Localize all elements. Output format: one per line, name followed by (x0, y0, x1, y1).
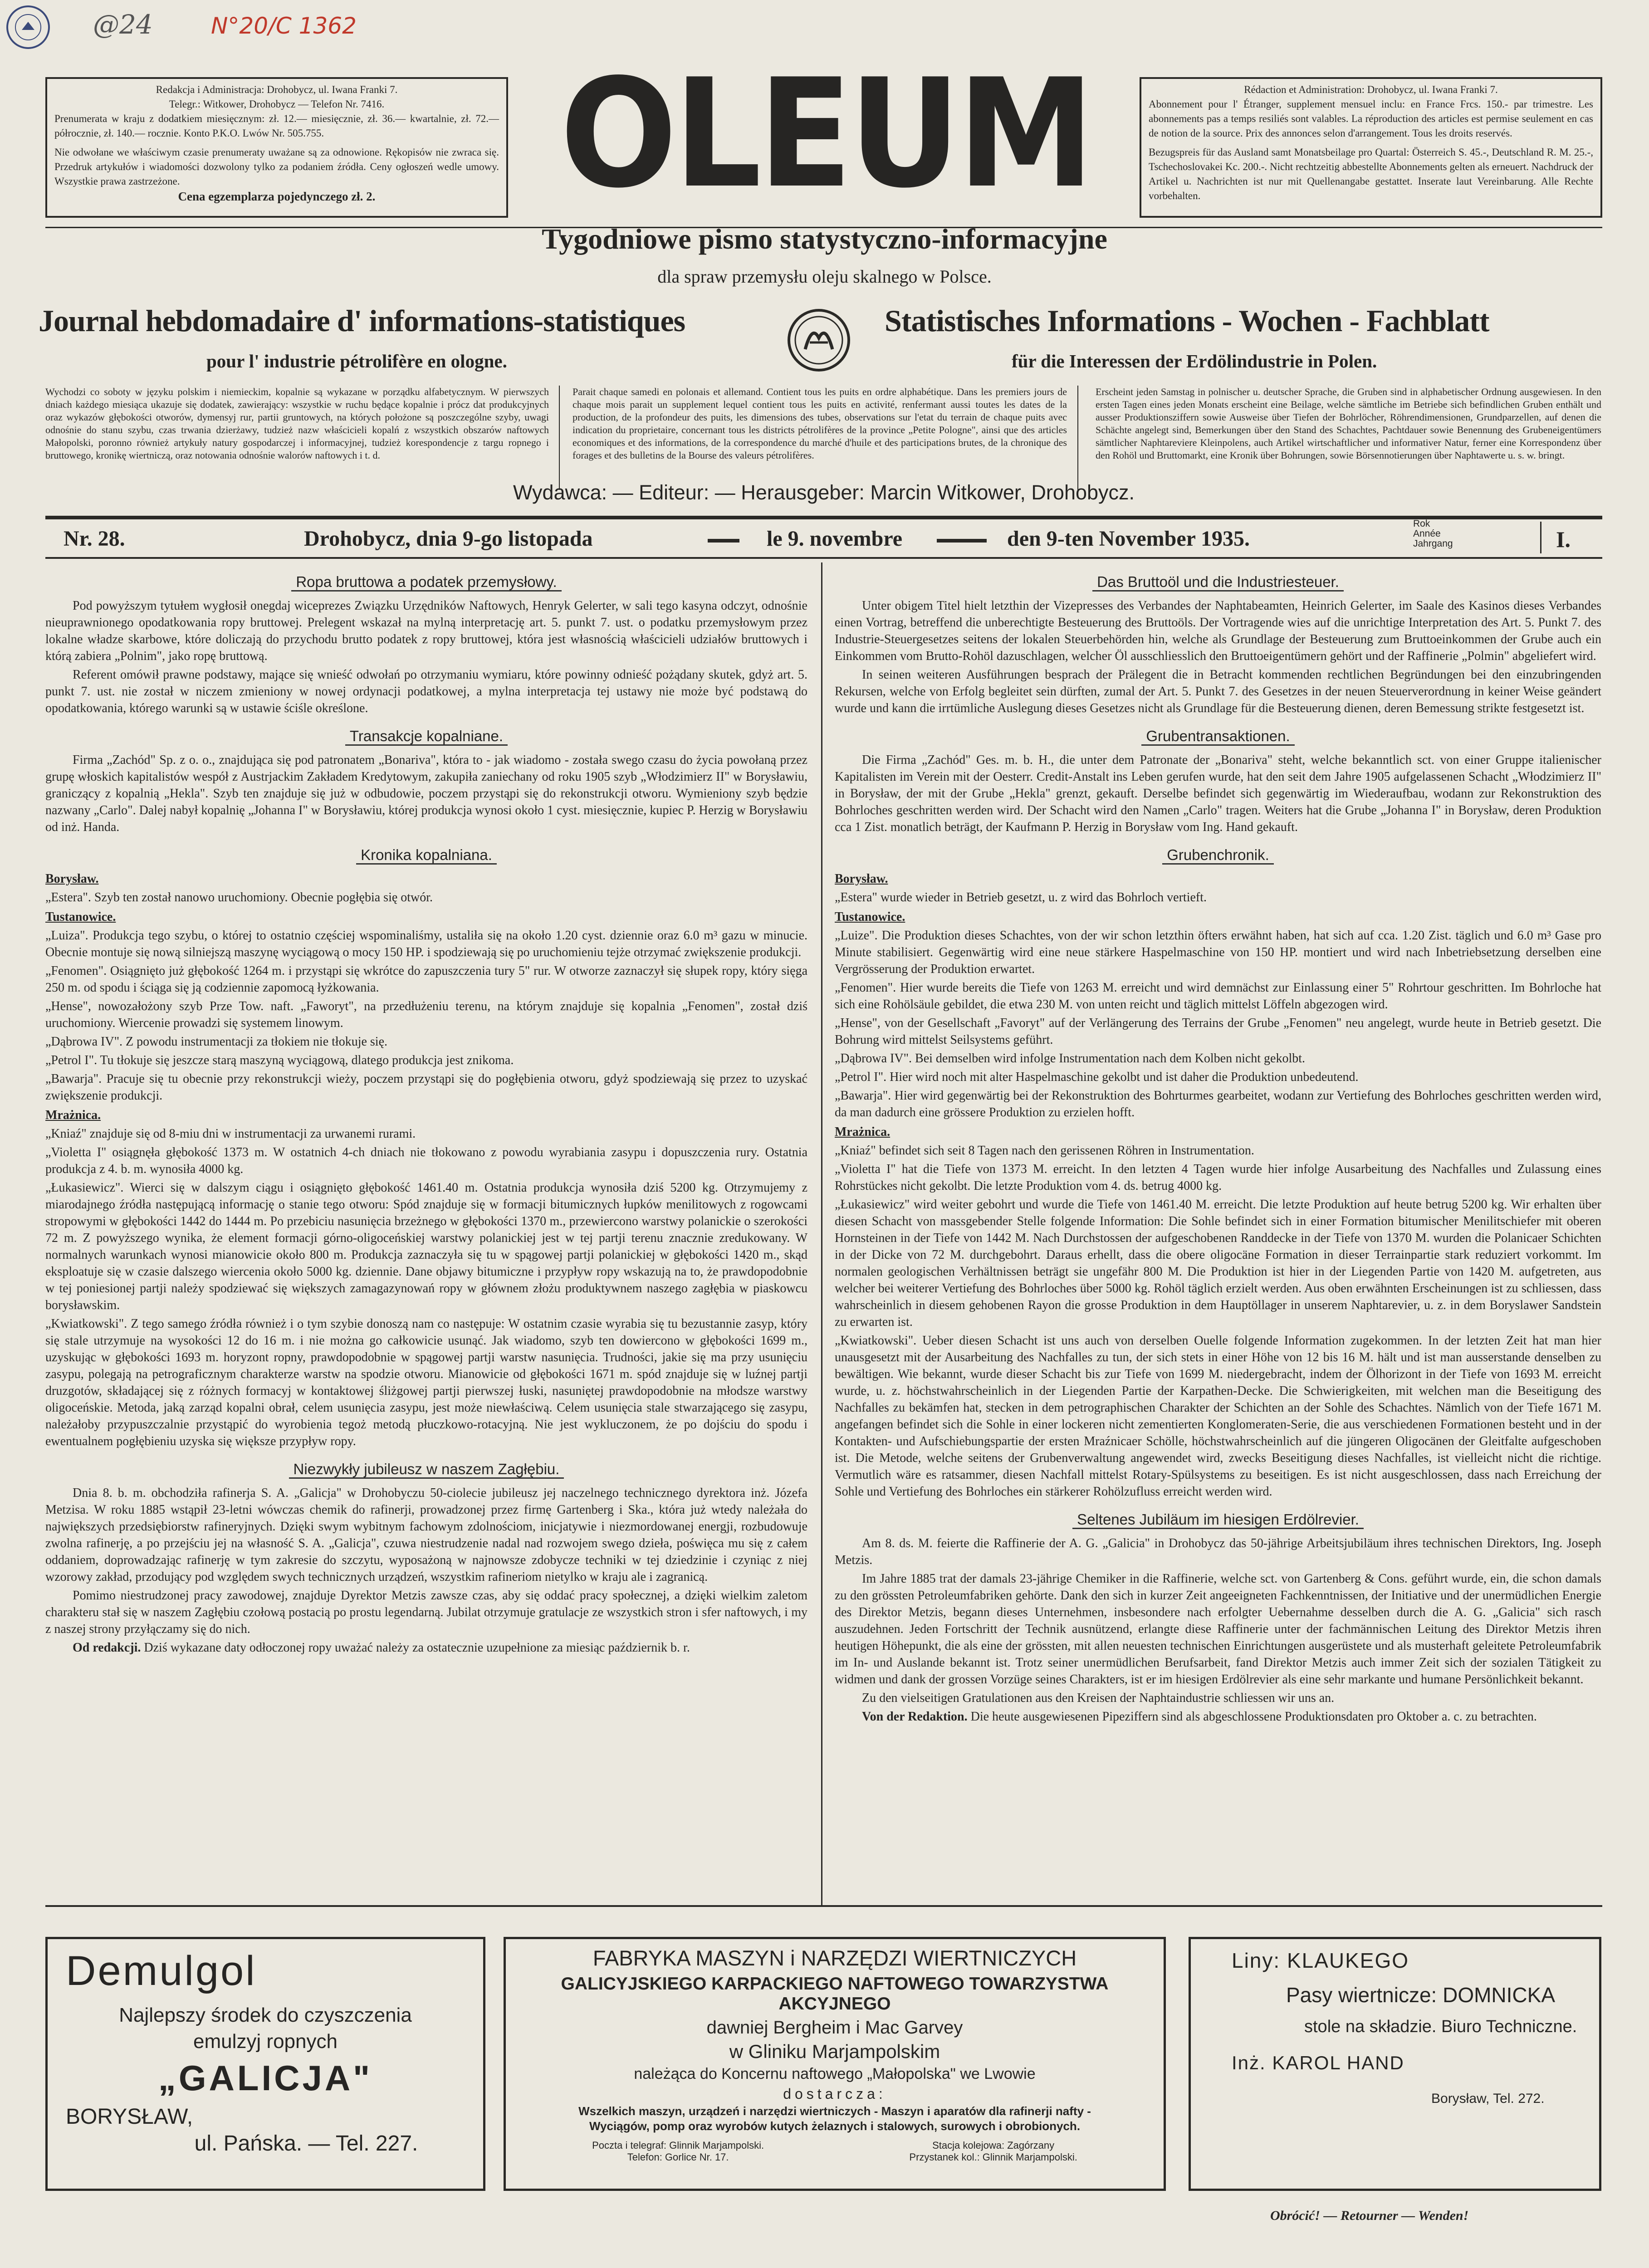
location-heading: Borysław. (835, 872, 888, 886)
paragraph: Die Firma „Zachód" Ges. m. b. H., die unter dem Patronate der „Bonariva" steht, welche bekanntlich sct. von einer Gruppe italienischer Kapitalisten im Verein mit der Oesterr. Credit-Anstalt ins Leben gerufen wurde, hat den seit dem Jahre 1905 aufgelassenen Schacht „Włodzimierz II" in Borysław, der mit der Grube „Hekla" grenzt, gekauft. Derselbe befindet sich gegenwärtig im Wiederaufbau, wodann zur Rekonstruktion des Bohrloches geschritten werden wird. Der Schacht wird den Namen „Carlo" tragen. Weiters hat die Grube „Johanna I" in Borysław, deren Produktion cca 1 Zist. monatlich beträgt, der Kaufmann P. Herzig in Borysław vom Ing. Hand gekauft. (835, 753, 1601, 834)
mine-entry: „Kniaź" befindet sich seit 8 Tagen nach den gerissenen Röhren in Instrumentation. (835, 1144, 1254, 1158)
year-divider (1540, 522, 1541, 553)
paragraph: Referent omówił prawne podstawy, mające się wnieść odwołań po otrzymaniu wymiaru, które powinny odnieść pożądany skutek, gdyż art. 5. punkt 7. ust. nie został w niczem zmieniony w nowej ordynacji podatkowej, a mylna interpretacja tej ustawy nie może być podstawą do opodatkowania, którego warunki są w ustawie ściśle określone. (45, 668, 807, 715)
mine-entry: „Dąbrowa IV". Z powodu instrumentacji za tłokiem nie tłokuje się. (45, 1035, 388, 1049)
mine-entry: „Hense", nowozałożony szyb Prze Tow. naft. „Faworyt", na przedłużeniu terenu, na którym znajduje się kopalnia „Fenomen", został dziś uruchomiony. Wiercenie prowadzi się systemem linowym. (45, 999, 807, 1030)
ad-demulgol-line1: Najlepszy środek do czyszczenia (119, 2004, 412, 2026)
title-fr-2: pour l' industrie pétrolifère en ologne. (206, 351, 507, 371)
intro-pl: Wychodzi co soboty w języku polskim i niemieckim, kopalnie są wykazane w porządku alfabetycznym. W pierwszych dniach każdego miesiąca ukazuje się dodatek, zawierający: wszystkie w ruchu będące kopalnie i prócz dat produkcyjnych oraz wykazów głębokości otworów, dymensyj rur, partii gruntowych, na których położone są poszczególne szyby, uwagi odnośnie do stanu szybu, czas trwania dzierżawy, tudzież nazw właścicieli kopalń z wszystkich obszarów naftowych Małopolski, poronno również artykuły natury gospodarczej i informacyjnej, tudzież korespondencje z targu ropnego i bruttowego, kronikę wiertniczą, oraz notowania odnośnie walorów naftowych i t. d. (45, 386, 549, 461)
heading-jubileusz (45, 1461, 807, 1477)
pl-telegraph: Telegr.: Witkower, Drohobycz — Telefon Nr. 7416. (169, 98, 385, 110)
editorial-label: Von der Redaktion. (862, 1710, 968, 1724)
year-label-de: Jahrgang (1413, 538, 1453, 549)
mine-entry: „Łukasiewicz" wird weiter gebohrt und wurde die Tiefe von 1461.40 M. erreicht. Die letzte Produktion auf heute betrug 5200 kg. Wir erhalten über diesen Schacht von massgebender Stelle folgende Information: Die Sohle befindet sich in einer Formation bitumischer Menilitschiefer mit oberen Hornsteinen in der Tiefe von 1442 M. Nach Durchstossen der aufgeschobenen Randdecke in der Tiefe von 1370 M. wurden die Polanicaer Schichten in der Dicke von 72 M. durchgebohrt. Daraus erhellt, dass die obere oligocäne Formation in dieser Terrainpartie stark reduziert vorkommt. Im normalen geologischen Verhältnissen beträgt sie ungefähr 800 M. Die Produktion ist hier in der Liegenden Partie von 1420 M. aufgetreten, aus welcher bei weiterer Vertiefung des Bohrloches über 5000 kg. Rohöl täglich erzielt werden. Aus oben erwähnten Erscheinungen ist zu schliessen, dass wahrscheinlich in diesem gehobenen Rayon die grosse Produktion in dem Hauptöllager in unserem Naphtarevier, u. z. in dem Boryslawer Sandstein zu erwarten ist. (835, 1198, 1601, 1329)
polish-info-box (45, 77, 508, 218)
year-label-fr: Année (1413, 528, 1441, 539)
footer-turn-over: Obrócić! — Retourner — Wenden! (1270, 2208, 1469, 2223)
heading-grubentransaktionen-text: Grubentransaktionen. (1141, 728, 1294, 746)
mine-entry: „Kwiatkowski". Z tego samego źródła również i o tym szybie donoszą nam co następuje: W ostatnim czasie wyrabia się tu bezustannie zasyp, który się stale utrzymuje na wysokości 12 do 16 m. i nie można go całkowicie usunąć. Jak wiadomo, szyb ten dowiercono w głębokości 1699 m., uzyskując w głębokości 1693 m. horyzont ropny, prawdopodobnie w spągowej partji warstw nasunięcia. Trudności, jakie się ma przy usunięciu zasypu, polegają na petrograficznym charakterze warstw na spodzie otworu. Mianowicie od głębokości 1671 m. spód znajduje się w luźnej partji druzgotów, składającej się z różnych formacyj w kontaktowej śliżgowej partji pierwszej łuski, nasuniętej prawdopodobnie na młodsze warstwy oligoceńskie. Metoda, jaką zarząd kopalni obrał, celem usunięcia zasypu, jest może niewłaściwą. Celem usunięcia stale stwarzającego się zasypu, należałoby przypuszczalnie przystąpić do wyrobienia tegoż metodą płuczkowo-rotacyjną. Nie jest wykluczonem, że po dojściu do spodu i ewentualnem pogłębieniu uzyska się większe przypływ ropy. (45, 1317, 807, 1448)
ad-fabryka-line8: Wyciągów, pomp oraz wyrobów kutych żelaznych i stalowych, surowych i obrobionych. (589, 2119, 1081, 2133)
right-column (835, 562, 1601, 1727)
ad-demulgol (45, 1937, 485, 2191)
heading-jubilaeum-text: Seltenes Jubiläum im hiesigen Erdölrevier. (1072, 1511, 1364, 1529)
mine-entry: „Dąbrowa IV". Bei demselben wird infolge Instrumentation nach dem Kolben nicht gekolbt. (835, 1051, 1306, 1066)
heading-grubenchronik (835, 846, 1601, 863)
oleum-emblem-icon (785, 306, 853, 374)
editorial-note (835, 1708, 1601, 1725)
mine-entry: „Fenomen". Osiągnięto już głębokość 1264 m. i przystąpi się wkrótce do zapuszczenia tury 5" rur. W otworze zaznaczył się słupek ropy, który sięga 250 m. od spodu i ściąga się ją codziennie zapomocą łyżkowania. (45, 964, 807, 995)
location-heading: Mrażnica. (835, 1125, 891, 1139)
intro-divider-2 (1077, 386, 1078, 490)
location-heading: Tustanowice. (45, 910, 116, 924)
issue-bar-bottom-rule (45, 557, 1602, 559)
year-label-pl: Rok (1413, 518, 1430, 529)
mine-entry: „Violetta I" hat die Tiefe von 1373 M. erreicht. In den letzten 4 Tagen wurde hier infolge Ausarbeitung des Nachfalles und Zulassung eines Rohrstückes nicht gekolbt. Die letzte Produktion vom 4. ds. betrug 4000 kg. (835, 1162, 1601, 1193)
column-divider (821, 562, 822, 1905)
ad-fabryka-line4: w Gliniku Marjampolskim (729, 2041, 940, 2062)
mine-entry: „Hense", von der Gesellschaft „Favoryt" auf der Verlängerung des Terrains der Grube „Fenomen" neu angelegt, wurde heute in Betrieb gesetzt. Die Bohrung wird mittelst Seilsystems geführt. (835, 1016, 1601, 1047)
mine-entry: „Bawarja". Hier wird gegenwärtig bei der Rekonstruktion des Bohrturmes gearbeitet, wodann zur Vertiefung des Bohrloches geschritten werden wird, da man dadurch eine grössere Produktion zu erzielen hofft. (835, 1089, 1601, 1119)
mine-entry: „Bawarja". Pracuje się tu obecnie przy rekonstrukcji wieży, poczem przystąpi się do pogłębienia otworu, gdyż spodziewają się przez to uzyskać zwiększenie produkcji. (45, 1072, 807, 1103)
library-stamp (6, 5, 50, 49)
mine-entry: „Łukasiewicz". Wierci się w dalszym ciągu i osiągnięto głębokość 1461.40 m. Ostatnia produkcja wynosiła dziś 5200 kg. Otrzymujemy z miarodajnego źródła następującą informację o stanie tego otworu: Spód znajduje się w formacji bitumicznych łupków menilitowych z rogowcami stropowymi w głębokości 1442 do 1444 m. Po przebiciu nasunięcia brzeżnego w głębokości 1370 m., przewiercono warstwy polanickie o szerokości 72 m. Z powyższego wynika, że element formacji górno-oligoceńskiej warstwy polanickiej jest w tej partji terenu znacznie zredukowany. W normalnych warunkach wynosi mianowicie około 800 m. Produkcja zaznaczyła się tu w spągowej partji polanickiej w głębokości 1420 m., skąd eksploatuje się w czasie dalszego wiercenia około 5000 kg. dziennie. Dane objawy bitumiczne i przypływ ropy wskazują na to, że prawdopodobnie w tej poniesionej partji należy spodziewać się większych zamagazynowań ropy w głównem złożu produktywnem naszego zagłębia w piaskowcu borysławskim. (45, 1181, 807, 1312)
mine-entry: „Violetta I" osiągnęła głębokość 1373 m. W ostatnich 4-ch dniach nie tłokowano z powodu wyrabiania zasypu i dopuszczenia rury. Ostatnia produkcja z 4. b. m. wynosiła 4000 kg. (45, 1145, 807, 1176)
mine-entry: „Fenomen". Hier wurde bereits die Tiefe von 1263 M. erreicht und wird demnächst zur Einlassung einer 5" Rohrtour geschritten. Im Bohrloche hat sich eine Rohölsäule gebildet, die etwa 230 M. von unten reicht und täglich mittelst Löffeln abgezogen wird. (835, 981, 1601, 1012)
location-heading: Tustanowice. (835, 910, 905, 924)
dash-1 (708, 539, 739, 543)
ad-fabryka-line6: dostarcza: (783, 2086, 886, 2102)
subtitle-pl-2: dla spraw przemysłu oleju skalnego w Polsce. (657, 266, 992, 287)
paragraph: Firma „Zachód" Sp. z o. o., znajdująca się pod patronatem „Bonariva", która to - jak wiadomo - została swego czasu do życia powołaną przez grupę włoskich kapitalistów wespół z Austrjackim Zakładem Kredytowym, zakupiła zaniechany od roku 1905 szyb „Włodzimierz II" w Borysławiu, graniczący z kopalnią „Hekla". Szyb ten znajduje się już w odbudowie, poczem przystąpi się do rekonstrukcji otworu. Wymieniony szyb będzie nazwany „Carlo". Dalej nabył kopalnię „Johanna I" w Borysławiu, której produkcja wynosi około 1 cyst. miesięcznie, kupiec P. Herzig w Borysławiu od inż. Handa. (45, 753, 807, 834)
heading-kronika-text: Kronika kopalniana. (356, 846, 497, 865)
heading-jubilaeum (835, 1511, 1601, 1528)
paragraph: Pod powyższym tytułem wygłosił onegdaj wiceprezes Związku Urzędników Naftowych, Henryk Gelerter, w sali tego kasyna odczyt, odnośnie nieuprawnionego opodatkowania ropy bruttowej. Prelegent wskazał na mylną interpretację art. 5. punkt 7. ust. o podatku przemysłowym przez lokalne władze skarbowe, które doliczają do przychodu brutto podatek z ropy bruttowej, która jest własnością właścicieli udziałów bruttowych i którą zabiera „Polnim", jako ropę bruttową. (45, 599, 807, 663)
de-subscription: Bezugspreis für das Ausland samt Monatsbeilage pro Quartal: Österreich S. 45.-, Deutschland R. M. 25.-, Tschechoslovakei Kc. 200.-. Nicht rechtzeitig abbestellte Abonnements gelten als erneuert. Nachdruck der Artikel u. Nachrichten ist nur mit Quellenangabe gestattet. Inserate laut Vereinbarung. Alle Rechte vorbehalten. (1149, 147, 1593, 201)
ads-top-rule (45, 1905, 1602, 1907)
year-number: I. (1556, 527, 1571, 552)
location-heading: Borysław. (45, 872, 99, 886)
intro-de: Erscheint jeden Samstag in polnischer u. deutscher Sprache, die Gruben sind in alphabetischer Ordnung ausgewiesen. In den ersten Tagen eines jeden Monats erscheint eine Beilage, welche sämtliche im Betriebe sich befindlichen Gruben enthält und ausser Produktionsziffern sowie Ausweise über Tiefen der Bohrlöcher, Röhrendimensionen, Grundparzellen, auf denen die Schächte angelegt sind, Bemerkungen über den Stand des Schachtes, Pachtdauer sowie Benennung des Grubeneigentümers sämtlicher Naphtareviere Kleinpolens, auch Artikel wirtschaftlicher und informativer Natur, ferner eine Korrespondenz über den Rohöl und Bruttomarkt, eine Kronik über Bohrungen, sowie Börsennotierungen über Naphtawerte u. s. w. bringt. (1096, 386, 1601, 461)
ad-klaukego-line4: Inż. KAROL HAND (1232, 2052, 1404, 2073)
heading-grubentransaktionen (835, 728, 1601, 744)
heading-transakcje-text: Transakcje kopalniane. (345, 728, 508, 746)
ad-demulgol-address: ul. Pańska. — Tel. 227. (194, 2131, 418, 2156)
ad-demulgol-product: „GALICJA" (158, 2058, 373, 2098)
intro-divider-1 (559, 386, 560, 490)
subtitle-pl: Tygodniowe pismo statystyczno-informacyjne (542, 223, 1107, 255)
mine-entry: „Luiza". Produkcja tego szybu, o której to ostatnio częściej wspominaliśmy, ustaliła się na około 1.20 cyst. dziennie oraz 6.0 m³ gazu w minucie. Obecnie montuje się nową silniejszą maszynę wyciągową o mocy 150 HP. i spodziewają się po uruchomieniu tejże otrzymać zwiększenie produkcji. (45, 929, 807, 959)
title-de: Statistisches Informations - Wochen - Fachblatt (885, 303, 1489, 338)
mine-entry: „Luize". Die Produktion dieses Schachtes, von der wir schon letzthin öfters erwähnt haben, hat sich auf cca. 1.20 Zist. täglich und 6.0 m³ Gase pro Minute stabilisiert. Gegenwärtig wird eine neue stärkere Haspelmaschine von 150 HP. montiert und wird nach Inbetriebsetzung derselben eine Vergrösserung der Produktion erwartet. (835, 929, 1601, 976)
intro-fr: Parait chaque samedi en polonais et allemand. Contient tous les puits en ordre alphabétique. Dans les premiers jours de chaque mois parait un supplement lequel contient tous les puits en activité, renfermant aussi toutes les dates de la production, de la profondeur des puits, les dimensions des tubes, observations sur l'etat du terrain de chaque puits avec indication du proprietaire, concernant tous les districts pétrolifères de la province „Petite Pologne", ainsi que des articles economiques et des informations, de la correspondence du marché d'huile et des participations brutes, de la chronique des forages et des bulletins de la Bourse des valeurs pétrolifères. (573, 386, 1067, 461)
issue-date-pl: Drohobycz, dnia 9-go listopada (304, 527, 593, 551)
pl-terms: Nie odwołane we właściwym czasie prenumeraty uważane są za odnowione. Rękopisów nie zwraca się. Przedruk artykułów i wiadomości dozwolony tylko za podaniem źródła. Ceny ogłoszeń wedle umowy. Wszystkie prawa zastrzeżone. (54, 147, 499, 187)
title-fr: Journal hebdomadaire d' informations-statistiques (39, 303, 685, 338)
shelf-mark: N°20/C 1362 (211, 13, 357, 39)
heading-bruttoel (835, 573, 1601, 590)
ad-fabryka-line3: dawniej Bergheim i Mac Garvey (706, 2018, 963, 2038)
issue-date-de: den 9-ten November 1935. (1007, 527, 1250, 551)
ad-fabryka-post: Poczta i telegraf: Glinnik Marjampolski. (592, 2140, 764, 2151)
ad-fabryka-line5: należąca do Koncernu naftowego „Małopolska" we Lwowie (634, 2065, 1036, 2082)
fr-subscription: Abonnement pour l' Étranger, supplement mensuel inclu: en France Frcs. 150.- par trimestre. Les abonnements pas a temps resiliés sont valables. La réproduction des articles est permise seulement en cas de notion de la source. Prix des annonces selon d'arrangement. Tous les droits reservés. (1149, 98, 1593, 139)
heading-kronika (45, 846, 807, 863)
publisher-line: Wydawca: — Editeur: — Herausgeber: Marcin Witkower, Drohobycz. (513, 481, 1135, 504)
fr-address: Rédaction et Administration: Drohobycz, ul. Iwana Franki 7. (1244, 84, 1498, 95)
ad-demulgol-line2: emulzyj ropnych (193, 2030, 338, 2053)
ad-fabryka (504, 1937, 1166, 2191)
ad-fabryka-phone: Telefon: Gorlice Nr. 17. (627, 2151, 729, 2163)
mine-entry: „Estera". Szyb ten został nanowo uruchomiony. Obecnie pogłębia się otwór. (45, 890, 433, 904)
paragraph: Pomimo niestrudzonej pracy zawodowej, znajduje Dyrektor Metzis zawsze czas, aby się oddać pracy społecznej, a dzięki wielkim zaletom charakteru stał się w naszem Zagłębiu czołową postacią po prostu legendarną. Jubilat otrzymuje gratulacje ze wszystkich stron i sfer naftowych, i my z naszej strony przyłączamy się do nich. (45, 1589, 807, 1636)
ad-klaukego-line2: Pasy wiertnicze: DOMNICKA (1286, 1983, 1556, 2007)
heading-grubenchronik-text: Grubenchronik. (1162, 846, 1274, 865)
title-de-2: für die Interessen der Erdölindustrie in Polen. (1012, 351, 1377, 371)
editorial-text: Die heute ausgewiesenen Pipeziffern sind als abgeschlossene Produktionsdaten pro Oktober a. c. zu betrachten. (970, 1710, 1537, 1724)
mine-entry: „Petrol I". Hier wird noch mit alter Haspelmaschine gekolbt und ist daher die Produktion unbedeutend. (835, 1070, 1359, 1084)
editorial-label: Od redakcji. (73, 1641, 141, 1655)
editorial-note (45, 1639, 807, 1656)
paragraph: Zu den vielseitigen Gratulationen aus den Kreisen der Naphtaindustrie schliessen wir uns an. (862, 1691, 1335, 1705)
ad-demulgol-brand: Demulgol (66, 1948, 257, 1994)
issue-date-fr: le 9. novembre (767, 527, 903, 551)
ad-klaukego-line5: Borysław, Tel. 272. (1431, 2091, 1545, 2106)
paragraph: Dnia 8. b. m. obchodziła rafinerja S. A. „Galicja" w Drohobyczu 50-ciolecie jubileusz jej naczelnego technicznego dyrektora inż. Józefa Metzisa. W roku 1885 wstąpił 23-letni wówczas chemik do rafinerji, prowadzonej przez firmę Gartenberg i Ska., która już wtedy należała do największych przedsiębiorstw rafineryjnych. Dzięki swym wybitnym fachowym zdolnościom, inicjatywie i niezmordowanej energji, rozbudowuje zwolna rafinerję, a po przejściu jej na własność S. A. „Galicja", czuwa niestrudzenie nadal nad rozwojem swego dzieła, poświęca mu się z całem oddaniem, doprowadzając rafinerję w tym zakresie do szczytu, wyposażoną w najnowsze zdobycze techniki w tej dziedzinie i czyniąc z niej wzorowy zakład, przodujący pod względem swych technicznych urządzeń, wszystkim rafineriom nietylko w kraju ale i zagranicą. (45, 1486, 807, 1584)
paragraph: Unter obigem Titel hielt letzthin der Vizepresses des Verbandes der Naphtabeamten, Heinrich Gelerter, im Saale des Kasinos dieses Verbandes einen Vortrag, betreffend die unberechtigte Besteuerung des Bruttoöls. Der Vortragende wies auf die unrichtige Interpretation des Art. 5. Punkt 7. des Industrie-Steuergesetzes seitens der lokalen Steuerbehörden hin, welche als Grundlage der Besteuerung zum Bruttoeinkommen der Grube auch ein Einkommen vom Brutto-Rohöl dazuschlagen, welcher Öl ausschliesslich den Bruttoeigentümern gehört und der Raffinerie „Polmin" abgeliefert wird. (835, 599, 1601, 663)
masthead-title: OLEUM (560, 47, 1091, 221)
dash-2 (937, 539, 987, 543)
issue-number: Nr. 28. (64, 527, 125, 551)
heading-transakcje (45, 728, 807, 744)
ad-fabryka-station: Stacja kolejowa: Zagórzany (932, 2140, 1055, 2151)
left-column (45, 562, 807, 1658)
heading-jubileusz-text: Niezwykły jubileusz w naszem Zagłębiu. (289, 1461, 564, 1479)
handwritten-number: @24 (93, 9, 153, 40)
ad-klaukego-line3: stole na składzie. Biuro Techniczne. (1304, 2017, 1577, 2036)
ad-klaukego (1189, 1937, 1601, 2191)
year-labels (1413, 519, 1453, 549)
ad-klaukego-line1: Liny: KLAUKEGO (1232, 1949, 1409, 1972)
pl-price: Cena egzemplarza pojedynczego zł. 2. (178, 190, 376, 203)
ad-fabryka-line7: Wszelkich maszyn, urządzeń i narzędzi wiertniczych - Maszyn i aparatów dla rafinerji nafty - (578, 2104, 1091, 2118)
mine-entry: „Estera" wurde wieder in Betrieb gesetzt, u. z wird das Bohrloch vertieft. (835, 890, 1207, 904)
ad-fabryka-stop: Przystanek kol.: Glinnik Marjampolski. (909, 2151, 1077, 2163)
ad-fabryka-line2: GALICYJSKIEGO KARPACKIEGO NAFTOWEGO TOWARZYSTWA AKCYJNEGO (561, 1974, 1109, 2014)
mine-entry: „Kwiatkowski". Ueber diesen Schacht ist uns auch von derselben Ouelle folgende Information zugekommen. In der letzten Zeit hat man hier unausgesetzt mit der Ausarbeitung des Nachfalles zu tun, der sich stets in einer Höhe von 12 bis 16 M. hält und ist man ausserstande denselben zu bewältigen. Wie bekannt, wurde dieser Schacht bis zur Tiefe von 1699 M. niedergebracht, indem der Ölhorizont in der Tiefe von 1693 M. erreicht wurde, u. z. höchstwahrscheinlich in der Liegenden Partie der Karpathen-Decke. Die Schwierigkeiten, mit welchen man die Beseitigung des Nachfalles zu bekämfen hat, stecken in dem petrographischen Charakter der Schichten an der Sohle des Schachtes. Nämlich von der Tiefe 1671 M. angefangen befindet sich die Sohle in einer lockeren nicht zementierten Konglomeraten-Serie, die aus verschiedenen Formationen besteht und in der Kontakten- und Aufschiebungspartie der ersten Mraźnicaer Schölle, höchstwahrscheinlich auf die jüngeren Oligocänen der Gleitfalte aufgeschoben ist. Die Metode, welche seitens der Grubenverwaltung angewendet wird, zwecks Beseitigung dieses Nachfalles, ist vielleicht nicht die richtige. Vermutlich wäre es ratsammer, diesen Nachfall mittelst Rotary-Spülsystems zu beseitigen. Es ist nicht ausgeschlossen, dass nach Erreichung der Sohle und Vertiefung des Bohrloches ein stärkerer Rohölzufluss erreicht werden wird. (835, 1334, 1601, 1499)
heading-ropa (45, 573, 807, 590)
ad-demulgol-city: BORYSŁAW, (66, 2105, 193, 2129)
paragraph: In seinen weiteren Ausführungen besprach der Prälegent die in Betracht kommenden rechtlichen Begründungen bei den einzubringenden Rekursen, welche von Erfolg begleitet sein dürften, zumal der Art. 5. Punkt 7. des Gesetzes in der neuen Steuerverordnung in keiner Weise geändert wurde und kann die irrtümliche Auslegung dieses Gesetzes nicht als Grundlage für die Besteuerung dienen, deren Bemessung strikte festgesetzt ist. (835, 668, 1601, 715)
heading-bruttoel-text: Das Bruttoöl und die Industriesteuer. (1092, 573, 1344, 591)
ad-fabryka-line1: FABRYKA MASZYN i NARZĘDZI WIERTNICZYCH (592, 1946, 1077, 1970)
paragraph: Am 8. ds. M. feierte die Raffinerie der A. G. „Galicia" in Drohobycz das 50-jährige Arbeitsjubiläum ihres technischen Direktors, Ing. Joseph Metzis. (835, 1536, 1601, 1567)
foreign-info-box (1140, 77, 1602, 218)
library-stamp-icon (8, 7, 48, 47)
heading-ropa-text: Ropa bruttowa a podatek przemysłowy. (291, 573, 561, 591)
issue-bar-top-rule (45, 516, 1602, 519)
pl-subscription: Prenumerata w kraju z dodatkiem miesięcznym: zł. 12.— miesięcznie, zł. 36.— kwartalnie, zł. 72.— półrocznie, zł. 140.— rocznie. Konto P.K.O. Lwów Nr. 505.755. (54, 113, 499, 139)
ad-fabryka-contacts (519, 2140, 1150, 2163)
mine-entry: „Kniaź" znajduje się od 8-miu dni w instrumentacji za urwanemi rurami. (45, 1127, 416, 1141)
pl-address: Redakcja i Administracja: Drohobycz, ul. Iwana Franki 7. (156, 84, 398, 95)
location-heading: Mrażnica. (45, 1108, 101, 1122)
editorial-text: Dziś wykazane daty odłoczonej ropy uważać należy za ostatecznie uzupełnione za miesiąc październik b. r. (144, 1641, 690, 1655)
paragraph: Im Jahre 1885 trat der damals 23-jährige Chemiker in die Raffinerie, welche sct. von Gartenberg & Cons. geführt wurde, ein, die schon damals zu den grössten Petroleumfabriken gehörte. Dank den sich in kurzer Zeit angeeigneten Fachkenntnissen, der Initiative und der unermüdlichen Energie des Direktor Metzis, begann dieses Unternehmen, insbesondere nach erfolgter Uebernahme desselben durch die A. G. „Galicia" sich rasch auszudehnen. Jeden Fortschritt der Technik ausnützend, erlangte diese Raffinerie unter der fachmännischen Leitung des Direktor Metzis ihren heutigen Höhepunkt, die als eine der grössten, mit allen neuesten technischen Einrichtungen ausgerüstete und als musterhaft geleitete Petroleumfabrik im In- und Auslande bekannt ist. Trotz seiner unermüdlichen Berufsarbeit, fand Direktor Metzis auch immer Zeit sich der sozialen Tätigkeit zu widmen und dank der grossen Vorzüge seines Charakters, ist er im hiesigen Erdölrevier als eine sehr markante und humane Persönlichkeit bekannt. (835, 1572, 1601, 1686)
mine-entry: „Petrol I". Tu tłokuje się jeszcze starą maszyną wyciągową, dlatego produkcja jest znikoma. (45, 1053, 514, 1067)
